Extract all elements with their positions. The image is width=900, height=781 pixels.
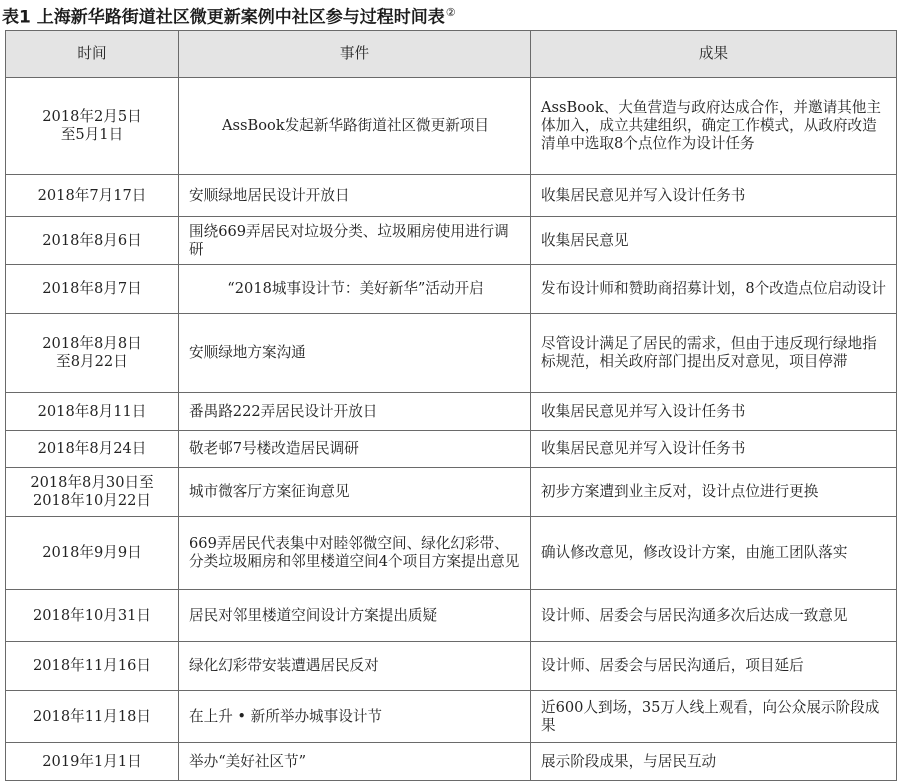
table-row: [6, 393, 897, 431]
header-time: 时间: [6, 31, 179, 78]
cell-event: 669弄居民代表集中对睦邻微空间、绿化幻彩带、分类垃圾厢房和邻里楼道空间4个项目方案提出意见: [179, 517, 531, 590]
cell-result: 展示阶段成果，与居民互动: [531, 743, 897, 781]
time-line: 2018年8月30日至: [30, 474, 154, 491]
time-line: 2018年2月5日: [42, 108, 142, 125]
cell-time: [6, 691, 179, 743]
cell-time: [6, 517, 179, 590]
table-row: [6, 314, 897, 393]
cell-result: 确认修改意见，修改设计方案，由施工团队落实: [531, 517, 897, 590]
time-line: 2018年11月18日: [32, 707, 152, 725]
table-body: [6, 78, 897, 781]
cell-time: [6, 642, 179, 691]
cell-event: 围绕669弄居民对垃圾分类、垃圾厢房使用进行调研: [179, 217, 531, 265]
caption-label: 表1: [2, 7, 31, 28]
table-row: [6, 265, 897, 314]
cell-event: 城市微客厅方案征询意见: [179, 468, 531, 517]
time-line: 至8月22日: [56, 353, 128, 370]
cell-event: 绿化幻彩带安装遭遇居民反对: [179, 642, 531, 691]
cell-time: [6, 393, 179, 431]
time-line: 2018年8月11日: [37, 402, 147, 420]
table-row: [6, 468, 897, 517]
cell-event: 在上升 • 新所举办城事设计节: [179, 691, 531, 743]
cell-time: [6, 468, 179, 517]
cell-event: 举办“美好社区节”: [179, 743, 531, 781]
table-caption: [2, 0, 456, 28]
cell-event: “2018城事设计节：美好新华”活动开启: [179, 265, 531, 314]
header-event: 事件: [179, 31, 531, 78]
cell-result: 收集居民意见: [531, 217, 897, 265]
cell-time: [6, 217, 179, 265]
time-line: 2018年7月17日: [37, 186, 147, 204]
table-row: [6, 217, 897, 265]
time-line: 2018年8月6日: [42, 231, 142, 249]
table-row: [6, 175, 897, 217]
time-line: 2018年10月31日: [32, 606, 152, 624]
footnote-mark: ②: [445, 6, 456, 19]
cell-result: 设计师、居委会与居民沟通多次后达成一致意见: [531, 590, 897, 642]
time-line: 2018年8月8日: [42, 335, 142, 352]
table-row: [6, 431, 897, 468]
cell-event: 安顺绿地居民设计开放日: [179, 175, 531, 217]
time-line: 2019年1月1日: [42, 752, 142, 770]
time-line: 2018年10月22日: [32, 492, 152, 509]
cell-event: 番禺路222弄居民设计开放日: [179, 393, 531, 431]
cell-result: 收集居民意见并写入设计任务书: [531, 431, 897, 468]
table-row: [6, 517, 897, 590]
cell-time: [6, 590, 179, 642]
cell-result: 收集居民意见并写入设计任务书: [531, 393, 897, 431]
time-line: 2018年11月16日: [32, 657, 152, 674]
timeline-table: [5, 30, 897, 781]
header-row: [6, 31, 897, 78]
cell-result: 收集居民意见并写入设计任务书: [531, 175, 897, 217]
cell-time: [6, 78, 179, 175]
cell-time: [6, 265, 179, 314]
cell-event: 安顺绿地方案沟通: [179, 314, 531, 393]
time-line: 2018年8月7日: [42, 280, 142, 297]
table-row: [6, 691, 897, 743]
cell-time: [6, 431, 179, 468]
cell-event: AssBook发起新华路街道社区微更新项目: [179, 78, 531, 175]
table-row: [6, 590, 897, 642]
cell-result: 尽管设计满足了居民的需求，但由于违反现行绿地指标规范，相关政府部门提出反对意见，项目停滞: [531, 314, 897, 393]
table-row: [6, 78, 897, 175]
cell-time: [6, 743, 179, 781]
time-line: 至5月1日: [60, 126, 124, 143]
cell-time: [6, 175, 179, 217]
cell-event: 居民对邻里楼道空间设计方案提出质疑: [179, 590, 531, 642]
cell-result: 设计师、居委会与居民沟通后，项目延后: [531, 642, 897, 691]
cell-result: AssBook、大鱼营造与政府达成合作，并邀请其他主体加入，成立共建组织，确定工作模式，从政府改造清单中选取8个点位作为设计任务: [531, 78, 897, 175]
cell-time: [6, 314, 179, 393]
table-row: [6, 642, 897, 691]
table-row: [6, 743, 897, 781]
cell-result: 发布设计师和赞助商招募计划，8个改造点位启动设计: [531, 265, 897, 314]
time-line: 2018年9月9日: [42, 544, 142, 561]
cell-result: 初步方案遭到业主反对，设计点位进行更换: [531, 468, 897, 517]
caption-title: 上海新华路街道社区微更新案例中社区参与过程时间表: [36, 7, 445, 28]
cell-event: 敬老邨7号楼改造居民调研: [179, 431, 531, 468]
time-line: 2018年8月24日: [37, 440, 147, 457]
cell-result: 近600人到场，35万人线上观看，向公众展示阶段成果: [531, 691, 897, 743]
header-result: 成果: [531, 31, 897, 78]
